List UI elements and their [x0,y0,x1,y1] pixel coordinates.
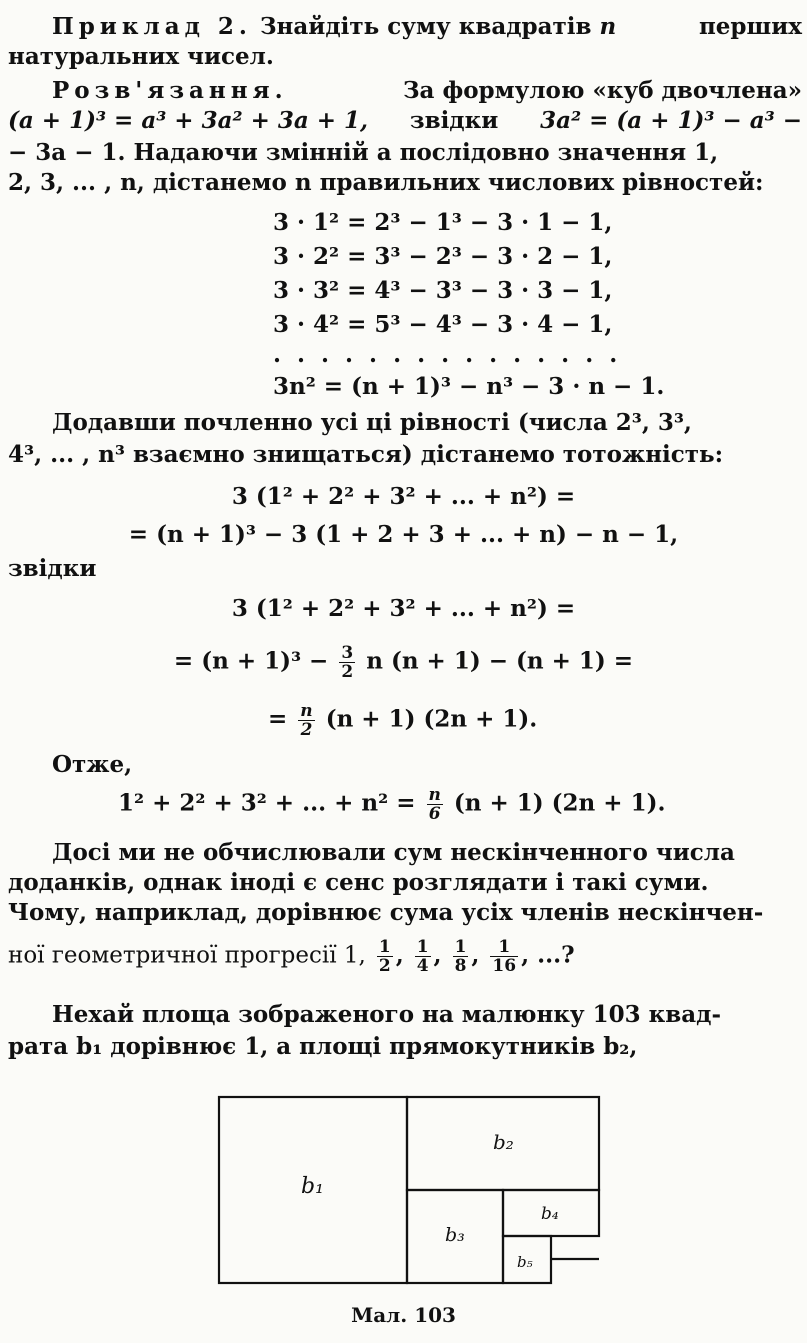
label-b5: b₅ [517,1253,533,1271]
word-therefore: Отже, [52,751,133,778]
fraction-n-halves: $\frac{n}{2}$ [300,701,313,740]
word-whence: звідки [409,107,499,134]
fraction-1-16: $\frac{1}{16}$ [492,937,517,976]
word-whence-2: звідки [8,555,97,582]
adding-line2: 4³, ... , n³ взаємно знищаться) дістанемо тотожність: [8,441,724,468]
result-line1: 3 (1² + 2² + 3² + ... + n²) = [231,595,576,622]
equation-1: 3 · 1² = 2³ − 1³ − 3 · 1 − 1, [273,209,613,236]
equation-2: 3 · 2² = 3³ − 2³ − 3 · 2 − 1, [273,243,613,270]
fraction-1-4: $\frac{1}{4}$ [416,937,429,976]
fraction-1-2: $\frac{1}{2}$ [378,937,391,976]
paragraph1-line2: доданків, однак іноді є сенс розглядати і такі суми. [8,869,709,896]
equation-ellipsis: . . . . . . . . . . . . . . . [273,341,622,368]
equation-3: 3 · 3² = 4³ − 3³ − 3 · 3 − 1, [273,277,613,304]
label-b4: b₄ [541,1204,559,1224]
paragraph1-line1: Досі ми не обчислювали сум нескінченного числа [52,839,735,866]
identity-line2: = (n + 1)³ − 3 (1 + 2 + 3 + ... + n) − n − 1, [128,521,679,548]
label-b2: b₂ [493,1130,514,1154]
formula-rearranged: 3a² = (a + 1)³ − a³ − [540,107,802,134]
solution-line4: 2, 3, ... , n, дістанемо n правильних числових рівностей: [8,169,764,196]
fraction-1-8: $\frac{1}{8}$ [454,937,467,976]
paragraph2-line2: рата b₁ дорівнює 1, а площі прямокутників b₂, [8,1033,638,1060]
equation-n: 3n² = (n + 1)³ − n³ − 3 · n − 1. [273,373,665,400]
example-task-line2: натуральних чисел. [8,43,274,70]
result-line2 [0,644,807,681]
paragraph1-line4: ної геометричної прогресії 1, $\frac{1}{2}$ , $\frac{1}{4}$ , $\frac{1}{8}$ , $\frac{1}{16}$ , ...? [8,937,575,976]
label-b1: b₁ [301,1174,324,1199]
solution-line1: За формулою «куб двочлена» [402,77,802,104]
solution-label: Розв'язання. [52,77,288,104]
identity-line1: 3 (1² + 2² + 3² + ... + n²) = [231,483,576,510]
example-label: Приклад 2. [52,13,252,40]
result-line2-a: = (n + 1)³ − [173,647,329,675]
fraction-three-halves: $\frac{3}{2}$ [341,643,354,682]
figure-caption: Мал. 103 [351,1303,456,1327]
paragraph1-line3: Чому, наприклад, дорівнює сума усіх членів нескінчен- [8,899,764,926]
solution-heading [52,76,802,106]
result-line3: = $\frac{n}{2}$ (n + 1) (2n + 1). [268,701,538,740]
fraction-n-sixths: $\frac{n}{6}$ [428,785,441,824]
adding-line1: Додавши почленно усі ці рівності (числа 2³, 3³, [52,409,692,436]
label-b3: b₃ [445,1224,465,1246]
figure-103 [217,1095,607,1287]
equation-4: 3 · 4² = 5³ − 4³ − 3 · 4 − 1, [273,311,613,338]
paragraph2-line1: Нехай площа зображеного на малюнку 103 квад- [52,1001,722,1028]
solution-line3: − 3a − 1. Надаючи змінній a послідовно значення 1, [8,139,719,166]
var-n: n [599,13,617,40]
result-line2-b: n (n + 1) − (n + 1) = [366,647,634,675]
final-formula: 1² + 2² + 3² + ... + n² = $\frac{n}{6}$ (n + 1) (2n + 1). [118,785,666,824]
example-task: Знайдіть суму квадратів [259,13,592,40]
example-heading [52,12,802,42]
binomial-cube-formula: (a + 1)³ = a³ + 3a² + 3a + 1, [8,107,369,134]
solution-line2 [8,106,802,136]
example-task-tail: перших [698,13,802,40]
